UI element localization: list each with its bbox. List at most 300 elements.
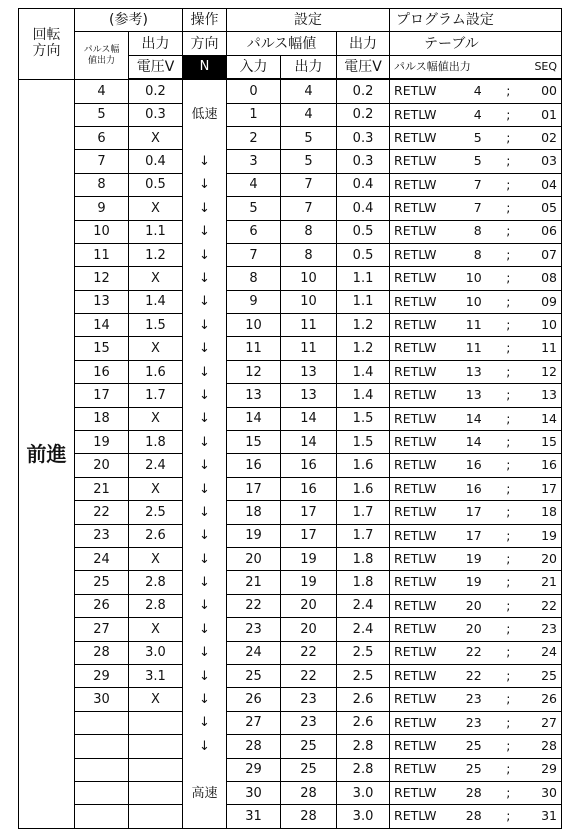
- reference-voltage-cell: 1.2: [129, 243, 183, 266]
- reference-pulse-cell: 8: [75, 173, 129, 196]
- reference-pulse-cell: [75, 711, 129, 734]
- setting-pulse-cell: 4: [281, 79, 337, 103]
- table-row: [19, 571, 562, 594]
- setting-pulse-cell: 11: [281, 337, 337, 360]
- reference-pulse-cell: 7: [75, 150, 129, 173]
- operation-cell: ↓: [183, 197, 227, 220]
- instruction-text: RETLW: [394, 691, 437, 707]
- program-line-cell: [390, 454, 562, 477]
- seq-number-text: 21: [541, 574, 557, 590]
- seq-number-text: 08: [541, 270, 557, 286]
- settings-voltage-header: 電圧V: [337, 55, 390, 79]
- table-row: [19, 103, 562, 126]
- setting-pulse-cell: 17: [281, 501, 337, 524]
- setting-input-cell: 8: [227, 267, 281, 290]
- separator-text: ;: [506, 246, 511, 262]
- setting-pulse-cell: 14: [281, 431, 337, 454]
- instruction-text: RETLW: [394, 246, 437, 262]
- program-columns-header: [390, 55, 562, 79]
- reference-pulse-cell: 6: [75, 126, 129, 149]
- settings-pulse-output-header: 出力: [281, 55, 337, 79]
- program-line-cell: [390, 501, 562, 524]
- program-line-cell: [390, 477, 562, 500]
- operation-cell: ↓: [183, 618, 227, 641]
- instruction-text: RETLW: [394, 270, 437, 286]
- setting-voltage-cell: 1.4: [337, 384, 390, 407]
- setting-pulse-cell: 25: [281, 735, 337, 758]
- instruction-text: RETLW: [394, 808, 437, 824]
- setting-input-cell: 16: [227, 454, 281, 477]
- setting-voltage-cell: 1.8: [337, 571, 390, 594]
- separator-text: ;: [506, 363, 511, 379]
- separator-text: ;: [506, 527, 511, 543]
- seq-number-text: 10: [541, 317, 557, 333]
- reference-pulse-cell: 23: [75, 524, 129, 547]
- reference-pulse-cell: [75, 758, 129, 781]
- instruction-text: RETLW: [394, 597, 437, 613]
- setting-voltage-cell: 2.5: [337, 641, 390, 664]
- operation-header: 操作: [183, 9, 227, 32]
- setting-input-cell: 13: [227, 384, 281, 407]
- separator-text: ;: [506, 480, 511, 496]
- instruction-text: RETLW: [394, 106, 437, 122]
- instruction-text: RETLW: [394, 621, 437, 637]
- setting-input-cell: 3: [227, 150, 281, 173]
- seq-number-text: 06: [541, 223, 557, 239]
- operation-cell: ↓: [183, 641, 227, 664]
- setting-input-cell: 21: [227, 571, 281, 594]
- table-row: [19, 79, 562, 103]
- settings-output-header: 出力: [337, 32, 390, 55]
- setting-voltage-cell: 0.2: [337, 103, 390, 126]
- reference-pulse-cell: [75, 805, 129, 828]
- setting-voltage-cell: 1.8: [337, 547, 390, 570]
- pulse-width-value-output-header: パルス幅値出力: [394, 60, 471, 74]
- table-row: [19, 711, 562, 734]
- argument-text: 17: [465, 504, 482, 520]
- argument-text: 11: [465, 340, 482, 356]
- setting-input-cell: 20: [227, 547, 281, 570]
- table-row: [19, 337, 562, 360]
- separator-text: ;: [506, 129, 511, 145]
- separator-text: ;: [506, 200, 511, 216]
- separator-text: ;: [506, 691, 511, 707]
- argument-text: 11: [465, 317, 482, 333]
- argument-text: 13: [465, 387, 482, 403]
- program-line-cell: [390, 290, 562, 313]
- operation-cell: ↓: [183, 220, 227, 243]
- setting-input-cell: 19: [227, 524, 281, 547]
- argument-text: 4: [473, 106, 482, 122]
- reference-voltage-cell: X: [129, 407, 183, 430]
- operation-cell: [183, 758, 227, 781]
- setting-input-cell: 25: [227, 664, 281, 687]
- seq-number-text: 00: [541, 83, 557, 99]
- reference-pulse-cell: 17: [75, 384, 129, 407]
- setting-input-cell: 1: [227, 103, 281, 126]
- argument-text: 28: [465, 784, 482, 800]
- operation-cell: [183, 805, 227, 828]
- reference-pulse-cell: 18: [75, 407, 129, 430]
- separator-text: ;: [506, 317, 511, 333]
- reference-voltage-cell: [129, 805, 183, 828]
- seq-number-text: 16: [541, 457, 557, 473]
- reference-pulse-cell: 24: [75, 547, 129, 570]
- separator-text: ;: [506, 223, 511, 239]
- program-line-cell: [390, 735, 562, 758]
- setting-pulse-cell: 7: [281, 173, 337, 196]
- setting-pulse-cell: 28: [281, 805, 337, 828]
- operation-cell: ↓: [183, 735, 227, 758]
- instruction-text: RETLW: [394, 340, 437, 356]
- reference-voltage-cell: 1.7: [129, 384, 183, 407]
- header-row-2: [19, 32, 562, 55]
- table-row: [19, 150, 562, 173]
- reference-voltage-cell: 2.4: [129, 454, 183, 477]
- input-header: 入力: [227, 55, 281, 79]
- reference-pulse-cell: [75, 781, 129, 804]
- setting-voltage-cell: 1.1: [337, 267, 390, 290]
- table-row: [19, 384, 562, 407]
- setting-voltage-cell: 0.3: [337, 150, 390, 173]
- setting-input-cell: 7: [227, 243, 281, 266]
- instruction-text: RETLW: [394, 433, 437, 449]
- reference-pulse-cell: 10: [75, 220, 129, 243]
- setting-input-cell: 5: [227, 197, 281, 220]
- seq-number-text: 01: [541, 106, 557, 122]
- argument-text: 20: [465, 621, 482, 637]
- program-line-cell: [390, 711, 562, 734]
- table-row: [19, 290, 562, 313]
- setting-voltage-cell: 2.6: [337, 711, 390, 734]
- reference-pulse-cell: 4: [75, 79, 129, 103]
- reference-pulse-cell: 26: [75, 594, 129, 617]
- separator-text: ;: [506, 410, 511, 426]
- setting-pulse-cell: 23: [281, 711, 337, 734]
- instruction-text: RETLW: [394, 200, 437, 216]
- program-line-cell: [390, 243, 562, 266]
- setting-pulse-cell: 19: [281, 571, 337, 594]
- operation-cell: 高速: [183, 781, 227, 804]
- operation-cell: ↓: [183, 431, 227, 454]
- setting-voltage-cell: 3.0: [337, 805, 390, 828]
- table-row: [19, 126, 562, 149]
- argument-text: 5: [473, 153, 482, 169]
- instruction-text: RETLW: [394, 714, 437, 730]
- setting-pulse-cell: 8: [281, 220, 337, 243]
- setting-voltage-cell: 2.5: [337, 664, 390, 687]
- seq-number-text: 22: [541, 597, 557, 613]
- setting-input-cell: 28: [227, 735, 281, 758]
- seq-number-text: 18: [541, 504, 557, 520]
- separator-text: ;: [506, 504, 511, 520]
- header-row-1: [19, 9, 562, 32]
- reference-voltage-cell: 3.0: [129, 641, 183, 664]
- instruction-text: RETLW: [394, 550, 437, 566]
- reference-voltage-cell: 2.8: [129, 571, 183, 594]
- setting-input-cell: 23: [227, 618, 281, 641]
- operation-cell: ↓: [183, 290, 227, 313]
- setting-voltage-cell: 1.6: [337, 454, 390, 477]
- separator-text: ;: [506, 340, 511, 356]
- operation-cell: ↓: [183, 688, 227, 711]
- separator-text: ;: [506, 597, 511, 613]
- reference-voltage-cell: 0.5: [129, 173, 183, 196]
- reference-pulse-cell: 15: [75, 337, 129, 360]
- reference-voltage-cell: 0.2: [129, 79, 183, 103]
- reference-voltage-cell: 1.8: [129, 431, 183, 454]
- table-row: [19, 477, 562, 500]
- operation-cell: ↓: [183, 384, 227, 407]
- setting-voltage-cell: 1.4: [337, 360, 390, 383]
- setting-voltage-cell: 1.2: [337, 314, 390, 337]
- separator-text: ;: [506, 761, 511, 777]
- instruction-text: RETLW: [394, 223, 437, 239]
- operation-cell: ↓: [183, 524, 227, 547]
- operation-cell: ↓: [183, 454, 227, 477]
- reference-pulse-cell: 21: [75, 477, 129, 500]
- instruction-text: RETLW: [394, 129, 437, 145]
- instruction-text: RETLW: [394, 761, 437, 777]
- seq-number-text: 31: [541, 808, 557, 824]
- setting-pulse-cell: 10: [281, 267, 337, 290]
- program-line-cell: [390, 337, 562, 360]
- table-row: [19, 735, 562, 758]
- reference-voltage-cell: X: [129, 126, 183, 149]
- instruction-text: RETLW: [394, 153, 437, 169]
- setting-input-cell: 17: [227, 477, 281, 500]
- seq-number-text: 02: [541, 129, 557, 145]
- program-line-cell: [390, 431, 562, 454]
- separator-text: ;: [506, 106, 511, 122]
- setting-pulse-cell: 20: [281, 618, 337, 641]
- reference-voltage-cell: [129, 735, 183, 758]
- argument-text: 8: [473, 223, 482, 239]
- setting-voltage-cell: 2.8: [337, 758, 390, 781]
- reference-pulse-cell: 25: [75, 571, 129, 594]
- table-row: [19, 664, 562, 687]
- program-line-cell: [390, 407, 562, 430]
- setting-input-cell: 18: [227, 501, 281, 524]
- argument-text: 10: [465, 270, 482, 286]
- argument-text: 19: [465, 550, 482, 566]
- instruction-text: RETLW: [394, 317, 437, 333]
- reference-pulse-cell: 16: [75, 360, 129, 383]
- setting-voltage-cell: 2.6: [337, 688, 390, 711]
- argument-text: 17: [465, 527, 482, 543]
- operation-cell: ↓: [183, 711, 227, 734]
- program-settings-header: プログラム設定: [390, 9, 562, 32]
- seq-number-text: 09: [541, 293, 557, 309]
- argument-text: 19: [465, 574, 482, 590]
- instruction-text: RETLW: [394, 176, 437, 192]
- instruction-text: RETLW: [394, 410, 437, 426]
- separator-text: ;: [506, 784, 511, 800]
- reference-pulse-cell: 29: [75, 664, 129, 687]
- argument-text: 23: [465, 714, 482, 730]
- reference-pulse-cell: 11: [75, 243, 129, 266]
- setting-input-cell: 4: [227, 173, 281, 196]
- table-row: [19, 618, 562, 641]
- operation-cell: ↓: [183, 243, 227, 266]
- operation-cell: ↓: [183, 477, 227, 500]
- seq-number-text: 04: [541, 176, 557, 192]
- table-row: [19, 547, 562, 570]
- setting-voltage-cell: 1.7: [337, 501, 390, 524]
- table-row: [19, 758, 562, 781]
- setting-input-cell: 26: [227, 688, 281, 711]
- setting-voltage-cell: 2.4: [337, 594, 390, 617]
- setting-pulse-cell: 4: [281, 103, 337, 126]
- setting-input-cell: 6: [227, 220, 281, 243]
- setting-pulse-cell: 5: [281, 126, 337, 149]
- seq-number-text: 15: [541, 433, 557, 449]
- setting-input-cell: 22: [227, 594, 281, 617]
- reference-pulse-width-header: パルス幅 値出力: [75, 32, 129, 79]
- reference-voltage-cell: X: [129, 618, 183, 641]
- table-row: [19, 407, 562, 430]
- instruction-text: RETLW: [394, 738, 437, 754]
- argument-text: 10: [465, 293, 482, 309]
- program-line-cell: [390, 173, 562, 196]
- setting-pulse-cell: 22: [281, 664, 337, 687]
- reference-voltage-cell: 1.5: [129, 314, 183, 337]
- seq-header: SEQ: [534, 60, 558, 74]
- argument-text: 13: [465, 363, 482, 379]
- setting-pulse-cell: 28: [281, 781, 337, 804]
- program-line-cell: [390, 664, 562, 687]
- instruction-text: RETLW: [394, 667, 437, 683]
- operation-cell: [183, 79, 227, 103]
- setting-pulse-cell: 7: [281, 197, 337, 220]
- setting-pulse-cell: 11: [281, 314, 337, 337]
- reference-voltage-cell: 1.1: [129, 220, 183, 243]
- rotation-direction-header: 回転 方向: [19, 9, 75, 80]
- direction-header: 方向: [183, 32, 227, 55]
- reference-voltage-cell: [129, 758, 183, 781]
- separator-text: ;: [506, 667, 511, 683]
- setting-pulse-cell: 13: [281, 360, 337, 383]
- reference-voltage-cell: X: [129, 267, 183, 290]
- program-line-cell: [390, 197, 562, 220]
- separator-text: ;: [506, 153, 511, 169]
- argument-text: 23: [465, 691, 482, 707]
- reference-pulse-cell: 22: [75, 501, 129, 524]
- operation-cell: ↓: [183, 314, 227, 337]
- operation-cell: ↓: [183, 547, 227, 570]
- operation-cell: ↓: [183, 173, 227, 196]
- table-row: [19, 501, 562, 524]
- pulse-width-value-header: パルス幅値: [227, 32, 337, 55]
- seq-number-text: 27: [541, 714, 557, 730]
- separator-text: ;: [506, 433, 511, 449]
- setting-voltage-cell: 0.4: [337, 197, 390, 220]
- operation-cell: ↓: [183, 571, 227, 594]
- seq-number-text: 24: [541, 644, 557, 660]
- table-row: [19, 220, 562, 243]
- argument-text: 7: [473, 200, 482, 216]
- program-line-cell: [390, 805, 562, 828]
- setting-pulse-cell: 23: [281, 688, 337, 711]
- operation-cell: ↓: [183, 407, 227, 430]
- reference-voltage-cell: [129, 781, 183, 804]
- program-line-cell: [390, 150, 562, 173]
- reference-voltage-header: 電圧V: [129, 55, 183, 79]
- argument-text: 5: [473, 129, 482, 145]
- setting-voltage-cell: 0.4: [337, 173, 390, 196]
- operation-cell: ↓: [183, 594, 227, 617]
- setting-input-cell: 11: [227, 337, 281, 360]
- argument-text: 22: [465, 644, 482, 660]
- argument-text: 14: [465, 433, 482, 449]
- separator-text: ;: [506, 387, 511, 403]
- setting-pulse-cell: 16: [281, 477, 337, 500]
- reference-voltage-cell: 1.4: [129, 290, 183, 313]
- setting-input-cell: 27: [227, 711, 281, 734]
- reference-pulse-cell: 28: [75, 641, 129, 664]
- seq-number-text: 28: [541, 738, 557, 754]
- seq-number-text: 05: [541, 200, 557, 216]
- separator-text: ;: [506, 83, 511, 99]
- reference-pulse-cell: 20: [75, 454, 129, 477]
- program-line-cell: [390, 314, 562, 337]
- program-line-cell: [390, 547, 562, 570]
- setting-input-cell: 2: [227, 126, 281, 149]
- reference-pulse-cell: 5: [75, 103, 129, 126]
- table-row: [19, 431, 562, 454]
- setting-voltage-cell: 0.5: [337, 220, 390, 243]
- seq-number-text: 14: [541, 410, 557, 426]
- seq-number-text: 19: [541, 527, 557, 543]
- setting-input-cell: 29: [227, 758, 281, 781]
- reference-header: (参考): [75, 9, 183, 32]
- program-line-cell: [390, 571, 562, 594]
- instruction-text: RETLW: [394, 83, 437, 99]
- instruction-text: RETLW: [394, 457, 437, 473]
- program-line-cell: [390, 618, 562, 641]
- setting-voltage-cell: 1.5: [337, 431, 390, 454]
- setting-input-cell: 0: [227, 79, 281, 103]
- program-line-cell: [390, 781, 562, 804]
- reference-pulse-cell: 12: [75, 267, 129, 290]
- separator-text: ;: [506, 714, 511, 730]
- reference-pulse-cell: 27: [75, 618, 129, 641]
- argument-text: 4: [473, 83, 482, 99]
- table-row: [19, 594, 562, 617]
- setting-pulse-cell: 14: [281, 407, 337, 430]
- reference-voltage-cell: X: [129, 688, 183, 711]
- table-row: [19, 454, 562, 477]
- table-label-header: テーブル: [390, 32, 562, 55]
- program-line-cell: [390, 758, 562, 781]
- reference-voltage-cell: X: [129, 337, 183, 360]
- setting-pulse-cell: 13: [281, 384, 337, 407]
- program-line-cell: [390, 641, 562, 664]
- program-line-cell: [390, 384, 562, 407]
- seq-number-text: 25: [541, 667, 557, 683]
- setting-voltage-cell: 3.0: [337, 781, 390, 804]
- separator-text: ;: [506, 550, 511, 566]
- table-row: [19, 781, 562, 804]
- program-line-cell: [390, 267, 562, 290]
- instruction-text: RETLW: [394, 527, 437, 543]
- operation-cell: ↓: [183, 664, 227, 687]
- reference-voltage-cell: [129, 711, 183, 734]
- setting-input-cell: 14: [227, 407, 281, 430]
- seq-number-text: 11: [541, 340, 557, 356]
- instruction-text: RETLW: [394, 387, 437, 403]
- operation-cell: [183, 126, 227, 149]
